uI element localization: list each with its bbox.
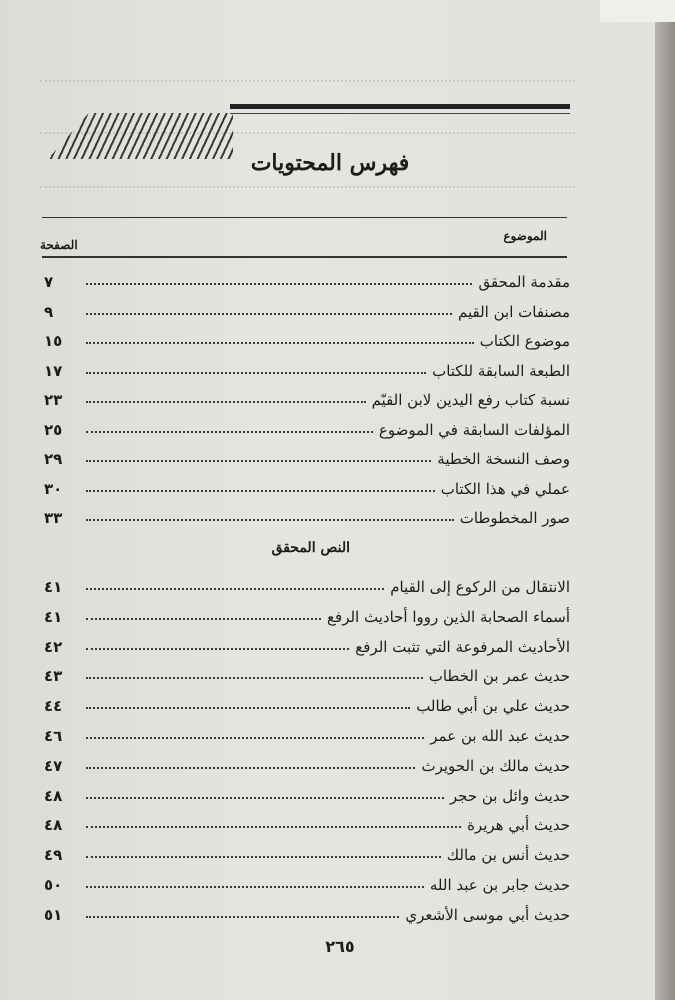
toc-entry-label: حديث عبد الله بن عمر <box>430 727 570 745</box>
toc-entry <box>44 689 570 715</box>
toc-entry-label: حديث عمر بن الخطاب <box>428 667 570 686</box>
toc-entry-label: الانتقال من الركوع إلى القيام <box>390 578 570 596</box>
toc-entry-label: موضوع الكتاب <box>479 332 570 350</box>
leader-dots <box>86 885 424 888</box>
toc-entry <box>44 295 570 321</box>
toc-entry-label: مقدمة المحقق <box>478 273 570 291</box>
leader-dots <box>86 676 423 679</box>
toc-entry <box>44 442 570 468</box>
leader-dots <box>86 459 431 462</box>
toc-entry-label: وصف النسخة الخطية <box>437 450 570 468</box>
toc-entry-label: حديث وائل بن حجر <box>449 786 570 805</box>
toc-entry-label: نسبة كتاب رفع اليدين لابن القيّم <box>371 391 570 409</box>
toc-entry <box>44 898 570 924</box>
leader-dots <box>86 647 349 650</box>
title-rule-thick <box>230 104 570 109</box>
toc-entry-label: الطبعة السابقة للكتاب <box>432 361 570 380</box>
column-header-subject: الموضوع <box>503 229 547 243</box>
toc-entry-label: حديث أبي موسى الأشعري <box>405 905 570 924</box>
title-rule-thin <box>230 113 570 114</box>
toc-entry <box>44 808 570 834</box>
leader-dots <box>86 766 415 769</box>
page-number: ٢٦٥ <box>325 937 355 956</box>
toc-entry-page: ٤٧ <box>44 756 63 775</box>
leader-dots <box>86 587 384 590</box>
toc-entry-page: ٧ <box>44 273 54 291</box>
toc-entry-label: أسماء الصحابة الذين رووا أحاديث الرفع <box>327 607 570 626</box>
toc-entry <box>44 324 570 350</box>
toc-entry-page: ٤١ <box>44 607 63 626</box>
leader-dots <box>86 489 435 492</box>
leader-dots <box>86 312 452 315</box>
toc-entry-label: حديث أنس بن مالك <box>446 846 570 865</box>
toc-entry-page: ١٧ <box>44 361 63 380</box>
toc-entry-label: المؤلفات السابقة في الموضوع <box>378 420 570 439</box>
toc-entry-page: ٤٢ <box>44 637 63 656</box>
toc-entry <box>44 719 570 745</box>
toc-entry-label: عملي في هذا الكتاب <box>440 479 570 498</box>
leader-dots <box>86 706 410 709</box>
leader-dots <box>86 855 441 858</box>
toc-entry <box>44 868 570 894</box>
toc-entry-page: ٣٠ <box>44 479 63 498</box>
page-title: فهرس المحتويات <box>250 150 410 176</box>
toc-entry-page: ٥٠ <box>44 876 63 894</box>
toc-entry-page: ٤١ <box>44 578 63 596</box>
toc-entry-page: ٢٥ <box>44 420 63 439</box>
leader-dots <box>86 371 426 374</box>
toc-entry-page: ٤٩ <box>44 846 63 865</box>
toc-entry-page: ٤٨ <box>44 786 63 805</box>
toc-entry-page: ٣٣ <box>44 509 63 527</box>
leader-dots <box>86 430 373 433</box>
toc-entry-page: ٥١ <box>44 905 63 924</box>
toc-entry <box>44 472 570 498</box>
toc-entry-page: ٤٤ <box>44 697 63 716</box>
leader-dots <box>86 282 472 285</box>
toc-entry <box>44 570 570 596</box>
toc-entry-page: ٤٨ <box>44 816 63 835</box>
toc-entry-page: ٤٦ <box>44 727 63 745</box>
leader-dots <box>86 825 461 828</box>
page-edge-shadow <box>655 0 675 1000</box>
header-rule-bottom <box>42 256 567 258</box>
section-heading: النص المحقق <box>271 540 350 556</box>
toc-entry <box>44 383 570 409</box>
leader-dots <box>86 915 399 918</box>
toc-entry-label: مصنفات ابن القيم <box>458 302 570 321</box>
toc-entry-page: ٤٣ <box>44 667 63 686</box>
leader-dots <box>86 400 366 403</box>
toc-entry <box>44 779 570 805</box>
leader-dots <box>86 341 474 344</box>
column-header-page: الصفحة <box>40 238 78 252</box>
toc-entry-page: ٢٣ <box>44 391 63 409</box>
bleed-through-line <box>40 80 575 92</box>
leader-dots <box>86 617 321 620</box>
toc-entry <box>44 265 570 291</box>
toc-entry-page: ١٥ <box>44 332 63 350</box>
toc-entry-label: صور المخطوطات <box>459 509 570 527</box>
toc-entry-page: ٢٩ <box>44 450 63 468</box>
toc-entry <box>44 600 570 626</box>
toc-entry-label: حديث علي بن أبي طالب <box>416 697 570 716</box>
toc-entry <box>44 501 570 527</box>
toc-entry <box>44 749 570 775</box>
toc-entry <box>44 838 570 864</box>
leader-dots <box>86 796 444 799</box>
toc-entry-label: حديث أبي هريرة <box>467 816 570 835</box>
bleed-through-line <box>40 186 575 198</box>
toc-entry <box>44 354 570 380</box>
toc-entry-page: ٩ <box>44 302 54 321</box>
leader-dots <box>86 518 454 521</box>
toc-entry <box>44 413 570 439</box>
background-surface <box>600 0 675 22</box>
header-rule-top <box>42 217 567 218</box>
toc-entry-label: الأحاديث المرفوعة التي تثبت الرفع <box>355 637 570 656</box>
toc-entry <box>44 659 570 685</box>
toc-entry <box>44 630 570 656</box>
toc-entry-label: حديث مالك بن الحويرث <box>421 756 570 775</box>
leader-dots <box>86 736 424 739</box>
toc-entry-label: حديث جابر بن عبد الله <box>429 876 570 894</box>
